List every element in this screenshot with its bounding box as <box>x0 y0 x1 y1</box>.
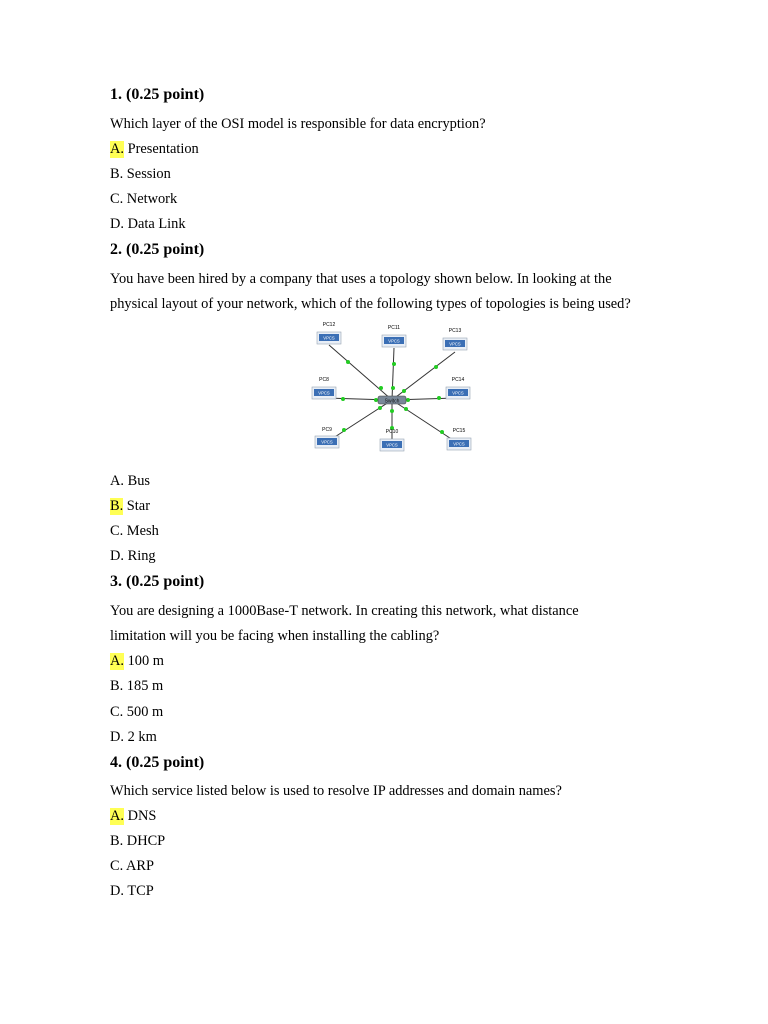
port-dot <box>404 407 408 411</box>
option-letter: B. <box>110 498 124 514</box>
svg-text:VPCS: VPCS <box>386 442 398 448</box>
link-pc11 <box>392 348 394 400</box>
port-dot <box>346 360 350 364</box>
option-letter: C. <box>110 704 124 720</box>
option-text: Mesh <box>123 523 159 539</box>
switch-icon <box>378 396 406 405</box>
pc-label: PC14 <box>451 377 465 383</box>
option-text: Data Link <box>124 216 186 232</box>
q1-option-c[interactable] <box>110 191 177 208</box>
pc-node <box>382 325 406 347</box>
svg-text:VPCS: VPCS <box>323 335 335 341</box>
option-text: 100 m <box>124 653 164 669</box>
option-letter: D. <box>110 729 124 745</box>
port-dot <box>379 386 383 390</box>
option-letter: A. <box>110 653 124 669</box>
pc-node <box>317 322 341 344</box>
question-3-heading: 3. (0.25 point) <box>110 573 205 590</box>
option-text: ARP <box>123 858 155 874</box>
q3-option-b[interactable] <box>110 678 163 695</box>
question-1-heading: 1. (0.25 point) <box>110 86 205 103</box>
svg-text:VPCS: VPCS <box>318 390 330 396</box>
port-dot <box>440 430 444 434</box>
q4-option-a[interactable] <box>110 808 156 825</box>
port-dot <box>342 428 346 432</box>
option-letter: C. <box>110 523 124 539</box>
option-letter: B. <box>110 678 124 694</box>
option-text: 2 km <box>124 729 157 745</box>
port-dot <box>402 389 406 393</box>
question-3-text-line-1: You are designing a 1000Base-T network. In creating this network, what distance <box>110 603 579 619</box>
q2-option-a[interactable] <box>110 473 150 490</box>
option-text: Star <box>123 498 150 514</box>
q4-option-d[interactable] <box>110 883 154 900</box>
option-text: Presentation <box>124 141 199 157</box>
question-4-heading: 4. (0.25 point) <box>110 754 205 771</box>
port-dot <box>374 398 378 402</box>
port-dot <box>437 396 441 400</box>
pc-node <box>447 428 471 450</box>
pc-label: PC13 <box>448 328 462 334</box>
pc-label: PC12 <box>322 322 336 328</box>
option-text: DNS <box>124 808 157 824</box>
option-text: 500 m <box>123 704 164 720</box>
svg-text:VPCS: VPCS <box>388 338 400 344</box>
option-letter: D. <box>110 548 124 564</box>
svg-text:VPCS: VPCS <box>453 441 465 447</box>
star-topology-figure <box>308 318 480 464</box>
option-text: Session <box>123 166 171 182</box>
port-dot <box>378 406 382 410</box>
link-pc15 <box>392 400 459 444</box>
q3-option-c[interactable] <box>110 704 163 721</box>
option-text: Ring <box>124 548 156 564</box>
option-letter: C. <box>110 858 124 874</box>
svg-text:VPCS: VPCS <box>449 341 461 347</box>
q2-option-c[interactable] <box>110 523 159 540</box>
pc-node <box>312 377 336 399</box>
port-dot <box>341 397 345 401</box>
pc-label: PC10 <box>385 429 399 435</box>
question-2-text-line-2: physical layout of your network, which of the following types of topologies is being used? <box>110 296 631 312</box>
option-text: 185 m <box>123 678 164 694</box>
link-pc12 <box>329 345 392 400</box>
q3-option-a[interactable] <box>110 653 164 670</box>
question-1-text: Which layer of the OSI model is responsible for data encryption? <box>110 116 486 132</box>
q4-option-b[interactable] <box>110 833 165 850</box>
q2-option-d[interactable] <box>110 548 156 565</box>
option-letter: A. <box>110 141 124 157</box>
q1-option-a[interactable] <box>110 141 199 158</box>
option-letter: A. <box>110 473 124 489</box>
pc-label: PC11 <box>387 325 401 331</box>
question-2-heading: 2. (0.25 point) <box>110 241 205 258</box>
pc-node <box>446 377 470 399</box>
switch-label: Switch <box>384 398 400 405</box>
port-dot <box>390 409 394 413</box>
q2-option-b[interactable] <box>110 498 150 515</box>
question-2-text-line-1: You have been hired by a company that uses a topology shown below. In looking at the <box>110 271 612 287</box>
q1-option-d[interactable] <box>110 216 186 233</box>
q4-option-c[interactable] <box>110 858 154 875</box>
option-text: DHCP <box>123 833 166 849</box>
question-4-text: Which service listed below is used to resolve IP addresses and domain names? <box>110 783 562 799</box>
option-letter: D. <box>110 883 124 899</box>
option-text: Network <box>123 191 178 207</box>
port-dot <box>391 386 395 390</box>
option-letter: B. <box>110 166 124 182</box>
pc-node <box>315 427 339 448</box>
option-text: TCP <box>124 883 154 899</box>
topology-diagram <box>308 318 480 464</box>
option-text: Bus <box>124 473 150 489</box>
pc-label: PC15 <box>452 428 466 434</box>
pc-label: PC9 <box>322 427 332 433</box>
svg-text:VPCS: VPCS <box>452 390 464 396</box>
pc-node <box>443 328 467 350</box>
option-letter: C. <box>110 191 124 207</box>
option-letter: A. <box>110 808 124 824</box>
pc-label: PC8 <box>319 377 329 383</box>
option-letter: B. <box>110 833 124 849</box>
question-3-text-line-2: limitation will you be facing when installing the cabling? <box>110 628 440 644</box>
q3-option-d[interactable] <box>110 729 157 746</box>
q1-option-b[interactable] <box>110 166 171 183</box>
svg-text:VPCS: VPCS <box>321 439 333 445</box>
pc-node <box>380 429 404 451</box>
option-letter: D. <box>110 216 124 232</box>
port-dot <box>406 398 410 402</box>
port-dot <box>392 362 396 366</box>
link-pc13 <box>392 352 455 400</box>
port-dot <box>434 365 438 369</box>
